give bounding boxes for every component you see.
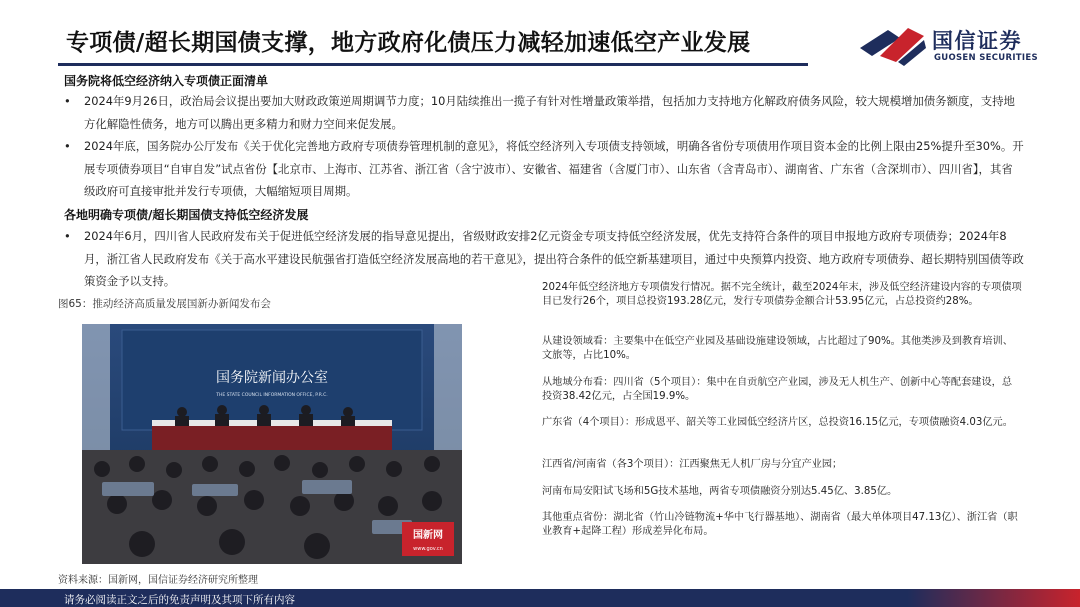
bullet-item [64,135,1024,203]
bullet-item [64,90,1024,135]
section-heading-1: 国务院将低空经济纳入专项债正面清单 [64,74,269,88]
bullet-dot: • [64,229,71,243]
right-paragraph: 江西省/河南省（各3个项目）：江西聚焦无人机厂房与分宜产业园； [542,459,843,470]
bullet-text: 2024年9月26日，政治局会议提出要加大财政政策逆周期调节力度；10月陆续推出一揽子有针对性增量政策举措，包括加力支持地方化解政府债务风险，较大规模增加债务额度，支持地方化解隐性债务，地方可以腾出更多精力和财力空间来促发展。 [84,94,1015,131]
page-title: 专项债/超长期国债支撑，地方政府化债压力减轻加速低空产业发展 [66,30,751,56]
logo-text-en: GUOSEN SECURITIES [934,53,1038,63]
right-paragraph: 河南布局安阳试飞场和5G技术基地，两省专项债融资分别达5.45亿、3.85亿。 [542,486,898,497]
right-paragraph: 广东省（4个项目）：形成恩平、韶关等工业园低空经济片区，总投资16.15亿元，专项债融资4.03亿元。 [542,417,1013,428]
logo-text-cn: 国信证券 [932,29,1022,53]
right-paragraph: 从建设领域看：主要集中在低空产业园及基础设施建设领域，占比超过了90%。其他类涉及到教育培训、文旅等，占比10%。 [542,336,1013,361]
section-heading-2: 各地明确专项债/超长期国债支持低空经济发展 [64,208,309,222]
title-underline [58,63,808,66]
bullet-text: 2024年底，国务院办公厅发布《关于优化完善地方政府专项债券管理机制的意见》，将低空经济列入专项债支持领域，明确各省份专项债用作项目资本金的比例上限由25%提升至30%。开展专项债券项目“自审自发”试点省份【北京市、上海市、江苏省、浙江省（含宁波市）、安徽省、福建省（含厦门市）、山东省（含青岛市）、湖南省、广东省（含深圳市）、四川省】，其省级政府可直接审批并发行专项债，大幅缩短项目周期。 [84,139,1024,198]
press-conference-illustration [82,324,462,564]
right-paragraph: 其他重点省份：湖北省（竹山冷链物流+华中飞行器基地）、湖南省（最大单体项目47.13亿）、浙江省（职业教育+起降工程）形成差异化布局。 [542,512,1018,537]
figure-source: 资料来源：国新网，国信证券经济研究所整理 [58,575,258,586]
guosen-logo-mark-icon [858,22,928,66]
right-paragraph: 从地域分布看：四川省（5个项目）：集中在自贡航空产业园，涉及无人机生产、创新中心等配套建设，总投资38.42亿元，占全国19.9%。 [542,377,1013,402]
figure-caption: 图65：推动经济高质量发展国新办新闻发布会 [58,298,271,310]
bullet-dot: • [64,94,71,108]
press-conference-photo [82,324,462,564]
bullet-text: 2024年6月，四川省人民政府发布关于促进低空经济发展的指导意见提出，省级财政安排2亿元资金专项支持低空经济发展，优先支持符合条件的项目申报地方政府专项债券；2024年8月，浙江省人民政府发布《关于高水平建设民航强省打造低空经济发展高地的若干意见》，提出符合条件的低空新基建项目，通过中央预算内投资、地方政府专项债券、超长期特别国债等政策资金予以支持。 [84,229,1024,288]
guosen-logo [858,22,1048,68]
photo-watermark: 国新网 [413,530,443,541]
backdrop-title: 国务院新闻办公室 [216,370,328,386]
photo-watermark-url: www.gov.cn [413,546,443,552]
footer-disclaimer: 请务必阅读正文之后的免责声明及其项下所有内容 [64,594,295,606]
backdrop-subtitle: THE STATE COUNCIL INFORMATION OFFICE, P.R.C. [216,393,328,398]
bullet-dot: • [64,139,71,153]
right-paragraph: 2024年低空经济地方专项债发行情况。据不完全统计，截至2024年末，涉及低空经济建设内容的专项债项目已发行26个，项目总投资193.28亿元，发行专项债券金额合计53.95亿元，占总投资约28%。 [542,282,1022,307]
